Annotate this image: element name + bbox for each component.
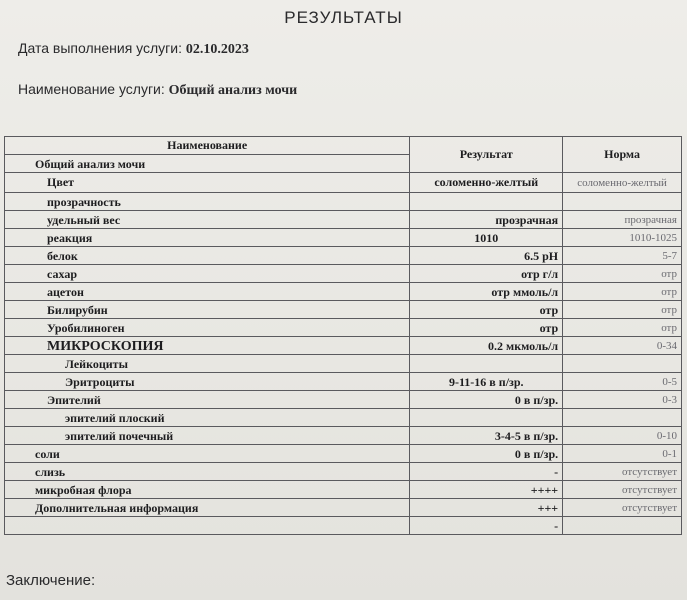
section-title: Общий анализ мочи (5, 155, 410, 173)
table-row (5, 517, 682, 535)
row-norm: 5-7 (563, 247, 682, 265)
row-result: 0 в п/зр. (410, 445, 563, 463)
row-norm: отсутствует (563, 463, 682, 481)
conclusion-label: Заключение: (6, 572, 96, 589)
row-norm: 0-10 (563, 427, 682, 445)
row-name: Билирубин (5, 301, 410, 319)
table-row (5, 499, 682, 517)
row-result: 1010 (410, 229, 563, 247)
row-result: соломенно-желтый (410, 173, 563, 193)
table-header-row (5, 137, 682, 155)
document-title: РЕЗУЛЬТАТЫ (284, 8, 403, 27)
table-row (5, 319, 682, 337)
service-name-label: Наименование услуги: (18, 81, 165, 97)
row-name: Эритроциты (5, 373, 410, 391)
row-norm: отр (563, 283, 682, 301)
row-name: МИКРОСКОПИЯ (5, 337, 410, 355)
table-row (5, 283, 682, 301)
row-result: ++++ (410, 481, 563, 499)
table-row (5, 337, 682, 355)
row-result: 0.2 мкмоль/л (410, 337, 563, 355)
row-norm: 0-1 (563, 445, 682, 463)
row-name: прозрачность (5, 193, 410, 211)
row-result: +++ (410, 499, 563, 517)
table-row (5, 409, 682, 427)
row-norm: отр (563, 265, 682, 283)
row-name: эпителий плоский (5, 409, 410, 427)
row-norm: отр (563, 319, 682, 337)
service-name (18, 81, 297, 99)
table-row (5, 301, 682, 319)
results-table (4, 136, 682, 535)
row-name: эпителий почечный (5, 427, 410, 445)
table-row (5, 355, 682, 373)
row-norm: отсутствует (563, 481, 682, 499)
header-result: Результат (410, 137, 563, 173)
row-result (410, 355, 563, 373)
row-norm (563, 355, 682, 373)
row-name: Уробилиноген (5, 319, 410, 337)
table-row (5, 173, 682, 193)
row-name: удельный вес (5, 211, 410, 229)
row-norm: отр (563, 301, 682, 319)
row-result (410, 409, 563, 427)
table-row (5, 211, 682, 229)
row-norm (563, 409, 682, 427)
row-name: ацетон (5, 283, 410, 301)
row-name: Лейкоциты (5, 355, 410, 373)
row-result: 9-11-16 в п/зр. (410, 373, 563, 391)
row-name: Дополнительная информация (5, 499, 410, 517)
table-row (5, 247, 682, 265)
table-row (5, 391, 682, 409)
table-row (5, 193, 682, 211)
row-result: прозрачная (410, 211, 563, 229)
row-name: соли (5, 445, 410, 463)
table-row (5, 463, 682, 481)
row-name: микробная флора (5, 481, 410, 499)
row-result: отр (410, 301, 563, 319)
row-name: Цвет (5, 173, 410, 193)
service-date (18, 40, 249, 58)
table-row (5, 229, 682, 247)
row-name: Эпителий (5, 391, 410, 409)
row-norm: соломенно-желтый (563, 173, 682, 193)
row-result: 0 в п/зр. (410, 391, 563, 409)
row-result: - (410, 517, 563, 535)
service-name-value: Общий анализ мочи (168, 83, 298, 98)
row-name: сахар (5, 265, 410, 283)
row-norm: 0-5 (563, 373, 682, 391)
row-result: отр (410, 319, 563, 337)
row-result: - (410, 463, 563, 481)
row-norm: прозрачная (563, 211, 682, 229)
row-name: слизь (5, 463, 410, 481)
row-norm: отсутствует (563, 499, 682, 517)
row-name (5, 517, 410, 535)
row-norm: 1010-1025 (563, 229, 682, 247)
row-result: отр ммоль/л (410, 283, 563, 301)
row-norm: 0-3 (563, 391, 682, 409)
row-norm (563, 193, 682, 211)
table-row (5, 481, 682, 499)
row-norm (563, 517, 682, 535)
table-row (5, 265, 682, 283)
row-result: отр г/л (410, 265, 563, 283)
row-name: реакция (5, 229, 410, 247)
row-result (410, 193, 563, 211)
row-norm: 0-34 (563, 337, 682, 355)
table-row (5, 445, 682, 463)
row-result: 6.5 pH (410, 247, 563, 265)
table-row (5, 373, 682, 391)
service-date-label: Дата выполнения услуги: (18, 40, 182, 56)
service-date-value: 02.10.2023 (185, 42, 249, 57)
row-name: белок (5, 247, 410, 265)
row-result: 3-4-5 в п/зр. (410, 427, 563, 445)
table-row (5, 427, 682, 445)
header-name: Наименование (5, 137, 410, 155)
header-norm: Норма (563, 137, 682, 173)
